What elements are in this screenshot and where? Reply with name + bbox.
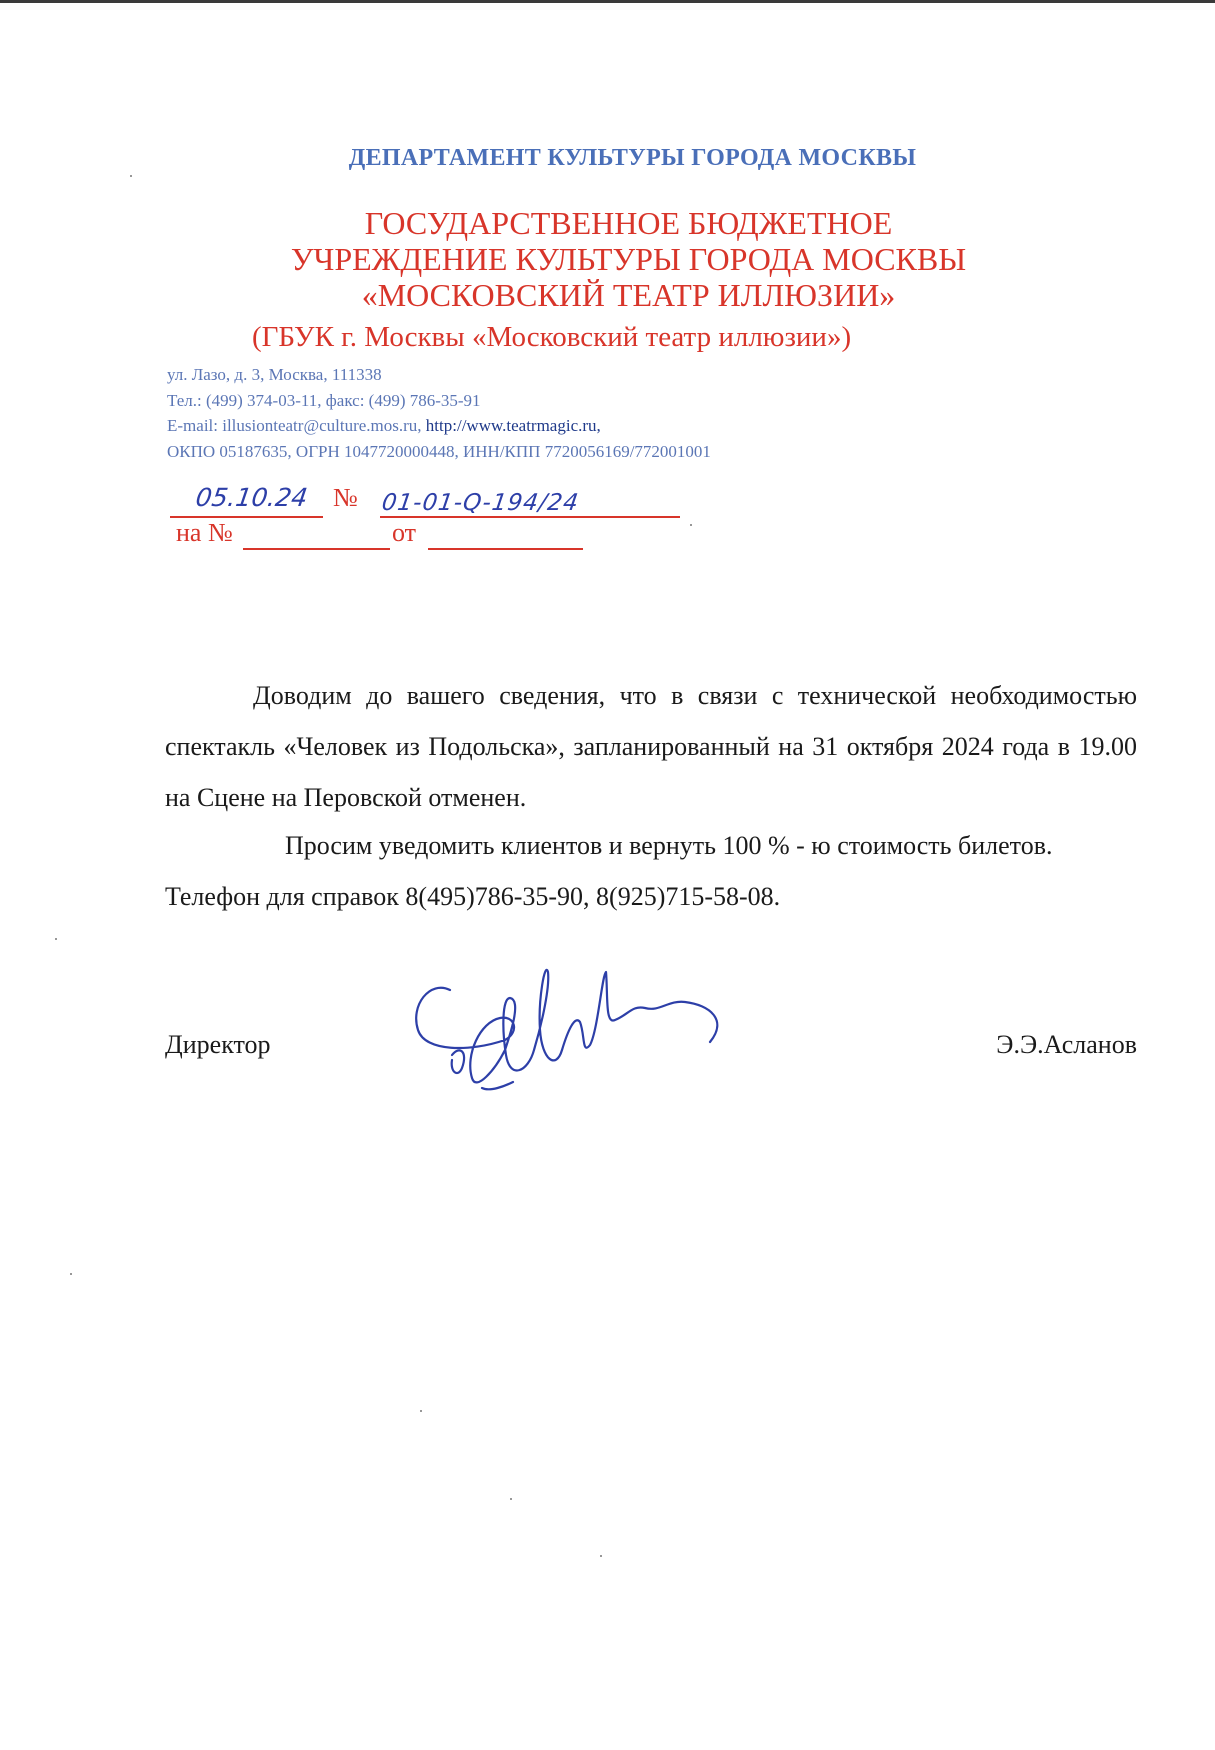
contacts-block: [167, 362, 711, 464]
registry-line: ОКПО 05187635, ОГРН 1047720000448, ИНН/КПП 7720056169/772001001: [167, 441, 711, 461]
scan-speck: [130, 175, 132, 177]
reply-date-field-line: [428, 548, 583, 550]
reply-number-field-line: [243, 548, 390, 550]
handwritten-signature: [410, 960, 730, 1100]
body-paragraph-1: Доводим до вашего сведения, что в связи с технической необходимостью спектакль «Человек из Подольска», запланированный на 31 октября 2024 года в 19.00 на Сцене на Перовской отменен.: [165, 681, 1137, 812]
email-line: [167, 413, 711, 439]
scan-speck: [690, 524, 692, 526]
reply-from-label: от: [392, 518, 417, 547]
website-link[interactable]: http://www.teatrmagic.ru,: [425, 416, 601, 435]
scan-speck: [600, 1555, 602, 1557]
phone-line: Тел.: (499) 374-03-11, факс: (499) 786-35-91: [167, 390, 481, 410]
signatory-name: Э.Э.Асланов: [996, 1030, 1137, 1059]
address-line: ул. Лазо, д. 3, Москва, 111338: [167, 365, 382, 384]
reply-number-label: на №: [176, 518, 233, 547]
handwritten-number: 01-01-Q-194/24: [380, 490, 581, 516]
institution-line: ГОСУДАРСТВЕННОЕ БЮДЖЕТНОЕ: [364, 205, 893, 241]
institution-name: [0, 205, 1215, 313]
institution-line: «МОСКОВСКИЙ ТЕАТР ИЛЛЮЗИИ»: [361, 277, 896, 313]
institution-line: УЧРЕЖДЕНИЕ КУЛЬТУРЫ ГОРОДА МОСКВЫ: [290, 241, 967, 277]
scan-speck: [70, 1273, 72, 1275]
scan-speck: [55, 938, 57, 940]
number-field-line: [380, 516, 680, 518]
email-text: E-mail: illusionteatr@culture.mos.ru,: [167, 416, 422, 435]
number-sign-label: №: [333, 483, 358, 512]
signatory-position: Директор: [165, 1030, 271, 1059]
body-paragraph-2: Просим уведомить клиентов и вернуть 100 % - ю стоимость билетов. Телефон для справок 8(495)786-35-90, 8(925)715-58-08.: [165, 831, 1053, 911]
page-top-edge: [0, 0, 1215, 3]
institution-abbreviation: (ГБУК г. Москвы «Московский театр иллюзии»): [252, 321, 852, 353]
department-heading: ДЕПАРТАМЕНТ КУЛЬТУРЫ ГОРОДА МОСКВЫ: [348, 145, 917, 171]
handwritten-date: 05.10.24: [193, 483, 310, 512]
signature-strokes: [416, 970, 717, 1090]
scan-speck: [420, 1410, 422, 1412]
scan-speck: [510, 1498, 512, 1500]
